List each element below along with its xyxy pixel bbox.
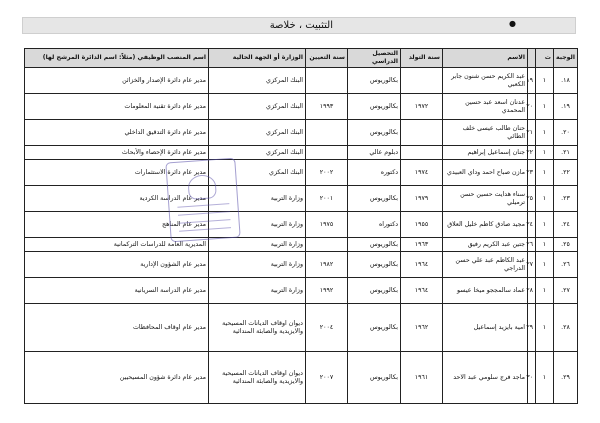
col-header-name: الاسم [443,49,528,68]
row-batch-cell: ١ [536,146,554,160]
row-name-cell: عماد سالمججو ميخا عيسو [443,278,528,304]
col-header-ministry: الوزارة أو الجهة الحالية [209,49,306,68]
row-hire-year-cell: ١٩٨٢ [306,252,348,278]
row-t-cell: ٢٩ [528,304,536,352]
row-seq-cell: ١٨. [554,68,578,94]
row-name-cell: عبد الكاظم عبد علي حسن الدراجي [443,252,528,278]
table-row [25,352,578,404]
row-batch-cell: ١ [536,238,554,252]
row-ministry-cell: البنك المركزي [209,120,306,146]
nominees-table [24,48,578,404]
row-t-cell: ٢٢ [528,146,536,160]
row-birth-year-cell: ١٩٦١ [401,352,443,404]
row-birth-year-cell: ١٩٥٥ [401,212,443,238]
row-birth-year-cell: ١٩٦٢ [401,304,443,352]
row-birth-year-cell: ١٩٧٤ [401,160,443,186]
row-education-cell: بكالوريوس [348,238,401,252]
row-education-cell: دبلوم عالي [348,146,401,160]
row-batch-cell: ١ [536,186,554,212]
table-row [25,278,578,304]
row-ministry-cell: البنك المكزي [209,160,306,186]
col-header-blank [528,49,536,68]
row-batch-cell: ١ [536,160,554,186]
row-name-cell: جنان إسماعيل إبراهيم [443,146,528,160]
row-hire-year-cell: ٢٠٠١ [306,186,348,212]
row-ministry-cell: البنك المركزي [209,68,306,94]
row-seq-cell: ٢٠. [554,120,578,146]
row-name-cell: جتين عبد الكريم رفيق [443,238,528,252]
table-row [25,304,578,352]
decor-dot: ● [509,19,516,28]
row-name-cell: عدنان اسعد عبد حسين المحمدي [443,94,528,120]
row-hire-year-cell: ٢٠٠٤ [306,304,348,352]
row-position-cell: مدير عام دائرة شؤون المسيحيين [25,352,209,404]
row-batch-cell: ١ [536,304,554,352]
col-header-birth-year: سنة التولد [401,49,443,68]
row-name-cell: امية بايزيد إسماعيل [443,304,528,352]
row-batch-cell: ١ [536,68,554,94]
table-row [25,120,578,146]
table-row [25,68,578,94]
row-education-cell: بكالوريوس [348,252,401,278]
row-seq-cell: ٢٥. [554,238,578,252]
row-ministry-cell: وزارة التربية [209,212,306,238]
row-seq-cell: ٢٨. [554,304,578,352]
row-birth-year-cell: ١٩٦٣ [401,238,443,252]
row-seq-cell: ٢٣. [554,186,578,212]
row-ministry-cell: وزارة التربية [209,252,306,278]
row-seq-cell: ٢٩. [554,352,578,404]
row-hire-year-cell: ١٩٧٥ [306,212,348,238]
row-name-cell: حنان طالب عيسى خلف الطائي [443,120,528,146]
row-position-cell: مدير عام دائرة التدقيق الداخلي [25,120,209,146]
row-seq-cell: ٢١. [554,146,578,160]
row-education-cell: بكالوريوس [348,352,401,404]
row-education-cell: بكالوريوس [348,94,401,120]
row-t-cell: ٢٥ [528,186,536,212]
table-row [25,238,578,252]
row-position-cell: مدير عام اوقاف المحافظات [25,304,209,352]
table-header-row [25,49,578,68]
row-ministry-cell: ديوان اوقاف الديانات المسيحية والايزيدية والصابئة المندائية [209,352,306,404]
col-header-batch: الوجبة [554,49,578,68]
row-batch-cell: ١ [536,120,554,146]
title-bar [22,17,576,34]
row-position-cell: مدير عام المناهج [25,212,209,238]
row-hire-year-cell [306,146,348,160]
row-name-cell: عبد الكريم حسن شنون جابر الكعبي [443,68,528,94]
row-hire-year-cell [306,68,348,94]
row-position-cell: مدير عام الدراسة الكردية [25,186,209,212]
row-birth-year-cell: ١٩٧٩ [401,186,443,212]
row-hire-year-cell: ١٩٩٢ [306,278,348,304]
table-row [25,94,578,120]
table-row [25,212,578,238]
table-row [25,186,578,212]
row-t-cell: ٢٨ [528,278,536,304]
row-position-cell: مدير عام دائرة تقنية المعلومات [25,94,209,120]
page-title: التثبيت ، خلاصة [269,20,333,31]
col-header-position: اسم المنصب الوظيفي (مثلاً: اسم الدائرة المرشح لها) [25,49,209,68]
row-birth-year-cell [401,120,443,146]
row-ministry-cell: ديوان اوقاف الديانات المسيحية والايزيدية والصابئة المندائية [209,304,306,352]
col-header-education: التحصيل الدراسي [348,49,401,68]
row-t-cell: ٢٧ [528,252,536,278]
row-education-cell: بكالوريوس [348,120,401,146]
row-seq-cell: ٢٤. [554,212,578,238]
row-birth-year-cell: ١٩٦٤ [401,278,443,304]
row-position-cell: مدير عام دائرة الإحصاء والأبحاث [25,146,209,160]
col-header-t: ت [536,49,554,68]
row-t-cell: ٢٠ [528,94,536,120]
table-row [25,252,578,278]
row-t-cell: ٢٤ [528,212,536,238]
table-row [25,160,578,186]
row-seq-cell: ٢٢. [554,160,578,186]
row-hire-year-cell: ٢٠٠٧ [306,352,348,404]
row-education-cell: بكالوريوس [348,304,401,352]
row-position-cell: مدير عام دائرة الاستثمارات [25,160,209,186]
col-header-hire-year: سنة التعيين [306,49,348,68]
row-position-cell: المديرية العامة للدراسات التركمانية [25,238,209,252]
row-education-cell: بكالوريوس [348,186,401,212]
row-hire-year-cell [306,238,348,252]
row-education-cell: بكالوريوس [348,68,401,94]
row-education-cell: بكالوريوس [348,278,401,304]
row-ministry-cell: وزارة التربية [209,278,306,304]
row-batch-cell: ١ [536,352,554,404]
row-ministry-cell: وزارة التربية [209,186,306,212]
row-hire-year-cell [306,120,348,146]
row-name-cell: مازن صباح احمد وداي العبيدي [443,160,528,186]
row-name-cell: سناء هدايت حسين حسن ترميلي [443,186,528,212]
row-name-cell: ماجد فرج سلومي عبد الاحد [443,352,528,404]
row-seq-cell: ٢٧. [554,278,578,304]
row-seq-cell: ١٩. [554,94,578,120]
row-hire-year-cell: ١٩٩٣ [306,94,348,120]
row-position-cell: مدير عام دائرة الإصدار والخزائن [25,68,209,94]
row-batch-cell: ١ [536,278,554,304]
row-t-cell: ٣٠ [528,352,536,404]
row-birth-year-cell: ١٩٧٢ [401,94,443,120]
row-birth-year-cell [401,68,443,94]
row-birth-year-cell: ١٩٦٤ [401,252,443,278]
row-seq-cell: ٢٦. [554,252,578,278]
row-batch-cell: ١ [536,252,554,278]
row-ministry-cell: البنك المركزي [209,94,306,120]
row-t-cell: ٢٣ [528,160,536,186]
table-row [25,146,578,160]
row-t-cell: ٢١ [528,120,536,146]
row-name-cell: مجيد صادق كاظم خليل العلاق [443,212,528,238]
row-t-cell: ١٩ [528,68,536,94]
official-stamp [165,158,240,243]
row-t-cell: ٢٦ [528,238,536,252]
row-ministry-cell: البنك المركزي [209,146,306,160]
row-batch-cell: ١ [536,94,554,120]
row-position-cell: مدير عام الشؤون الإدارية [25,252,209,278]
row-education-cell: دكتوراه [348,212,401,238]
row-position-cell: مدير عام الدراسة السريانية [25,278,209,304]
row-education-cell: دكتوره [348,160,401,186]
row-batch-cell: ١ [536,212,554,238]
row-ministry-cell: وزارة التربية [209,238,306,252]
row-birth-year-cell [401,146,443,160]
row-hire-year-cell: ٢٠٠٢ [306,160,348,186]
eagle-emblem-icon [187,174,217,200]
